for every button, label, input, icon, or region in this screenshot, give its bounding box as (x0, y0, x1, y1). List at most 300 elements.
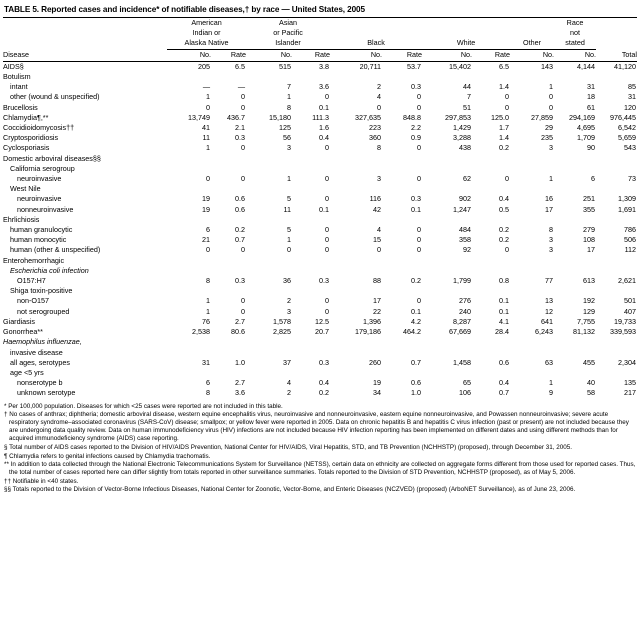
group-header-white-spacer (422, 18, 510, 29)
disease-label: invasive disease (10, 347, 63, 357)
data-cell (554, 215, 596, 225)
data-cell (292, 184, 330, 194)
footnote: †† Notifiable in <40 states. (4, 477, 79, 485)
data-cell: 2.7 (235, 316, 246, 326)
data-cell: 294,169 (569, 112, 596, 122)
data-cell: 8 (206, 276, 210, 286)
data-cell: 81,132 (573, 327, 596, 337)
data-cell: 0 (505, 174, 510, 184)
data-cell: 613 (583, 276, 596, 286)
data-cell: 8 (377, 143, 382, 153)
data-cell: 0 (417, 245, 422, 255)
data-cell: — (202, 82, 210, 92)
data-cell: 0 (241, 306, 246, 316)
data-cell: 0.9 (411, 133, 422, 143)
data-cell: 407 (624, 306, 637, 316)
data-cell (211, 154, 246, 164)
disease-label: Gonorrhea** (3, 327, 43, 337)
data-cell: 21 (202, 235, 210, 245)
data-cell (211, 337, 246, 347)
data-cell (422, 215, 472, 225)
data-cell: 34 (373, 388, 382, 398)
data-cell: 436.7 (227, 112, 246, 122)
data-cell: 15,180 (269, 112, 292, 122)
data-cell: 0 (206, 102, 210, 112)
data-cell: 29 (545, 123, 554, 133)
table-row (3, 307, 637, 317)
data-cell (330, 266, 382, 276)
data-cell: 0.4 (319, 378, 330, 388)
data-cell: 0.2 (499, 225, 510, 235)
data-cell (596, 184, 637, 194)
data-cell (554, 368, 596, 378)
disease-label: Coccidioidomycosis†† (3, 123, 75, 133)
disease-label: unknown serotype (17, 388, 76, 398)
data-cell: 6 (591, 174, 596, 184)
data-cell: 20,711 (359, 61, 382, 71)
table-row (3, 215, 637, 225)
data-cell: 976,445 (610, 112, 637, 122)
data-cell: 217 (624, 388, 637, 398)
data-cell: 51 (463, 102, 472, 112)
data-cell: 6.5 (235, 61, 246, 71)
table-row (3, 72, 637, 82)
header-group-row-3 (3, 38, 637, 49)
disease-label: nonneuroinvasive (17, 204, 74, 214)
data-cell: 2.2 (411, 123, 422, 133)
data-cell: 6,542 (618, 123, 637, 133)
data-cell: 0 (241, 102, 246, 112)
data-cell: 1,709 (577, 133, 596, 143)
data-cell: 112 (624, 245, 637, 255)
data-cell: 0.2 (411, 276, 422, 286)
data-cell: 0 (206, 245, 210, 255)
table-row (3, 123, 637, 133)
table-row (3, 133, 637, 143)
data-cell: 1,396 (363, 316, 382, 326)
data-cell: 0.6 (235, 194, 246, 204)
data-cell (167, 154, 211, 164)
data-cell: 5 (287, 225, 292, 235)
data-cell: 4.2 (411, 316, 422, 326)
table-row (3, 368, 637, 378)
data-cell: 4 (377, 225, 382, 235)
data-cell: 20.7 (315, 327, 330, 337)
data-cell (510, 368, 554, 378)
disease-label: Ehrlichiosis (3, 214, 40, 224)
data-cell: 223 (369, 123, 382, 133)
data-cell (167, 72, 211, 82)
disease-label: Chlamydia¶,** (3, 112, 49, 122)
group-header-other-spacer (510, 18, 554, 29)
data-cell: 17 (587, 245, 596, 255)
data-cell: 1 (206, 143, 210, 153)
data-cell (246, 266, 292, 276)
disease-label: nonserotype b (17, 378, 63, 388)
footnote: ¶ Chlamydia refers to genital infections caused by Chlamydia trachomatis. (4, 452, 211, 460)
data-cell: 848.8 (403, 112, 422, 122)
disease-label: neuroinvasive (17, 194, 62, 204)
data-cell (510, 286, 554, 296)
data-cell (292, 72, 330, 82)
table-header (3, 18, 637, 62)
disease-label: AIDS§ (3, 61, 24, 71)
data-cell: 36 (283, 276, 292, 286)
data-cell: 786 (624, 225, 637, 235)
data-cell: 260 (369, 357, 382, 367)
data-cell: 8 (549, 225, 554, 235)
data-cell (510, 266, 554, 276)
data-cell (330, 337, 382, 347)
data-cell: 19 (202, 204, 210, 214)
data-cell: 205 (198, 61, 210, 71)
data-cell: 1 (206, 296, 210, 306)
data-cell: 0 (505, 245, 510, 255)
data-cell (472, 215, 510, 225)
data-cell (472, 368, 510, 378)
data-cell: 0 (325, 225, 330, 235)
data-cell: 0.1 (499, 306, 510, 316)
data-cell (330, 215, 382, 225)
disease-label: West Nile (10, 184, 41, 194)
data-cell: 2.1 (235, 123, 246, 133)
data-cell: 0 (505, 92, 510, 102)
data-cell (472, 256, 510, 266)
data-cell (472, 266, 510, 276)
table-row (3, 317, 637, 327)
data-cell: 7,755 (577, 316, 596, 326)
data-cell (554, 164, 596, 174)
data-cell (246, 215, 292, 225)
table-row (3, 286, 637, 296)
data-cell (554, 72, 596, 82)
table-row (3, 205, 637, 215)
data-cell: 0 (377, 102, 382, 112)
data-cell (422, 348, 472, 358)
data-cell (330, 368, 382, 378)
table-row (3, 113, 637, 123)
table-row (3, 103, 637, 113)
footnote: §§ Totals reported to the Division of Vector-Borne Infectious Diseases, National Center for Zoonotic, Vector-Borne, and Enteric Diseases (NCZVED) (proposed) (ArboNET Surveillance), as of June 23, 2006. (4, 486, 576, 494)
data-cell: 11 (202, 133, 210, 143)
data-cell: 65 (463, 378, 472, 388)
data-cell: 31 (587, 82, 596, 92)
data-cell: 11 (283, 204, 292, 214)
data-cell (510, 337, 554, 347)
col-header-racenotstated-no: No. (584, 49, 597, 59)
disease-label: human (other & unspecified) (10, 245, 101, 255)
data-cell: 15 (373, 235, 382, 245)
col-header-api-rate: Rate (314, 49, 331, 59)
data-cell: 41,120 (614, 61, 637, 71)
data-cell (292, 368, 330, 378)
data-cell: 2,538 (192, 327, 210, 337)
disease-label: Cryptosporidiosis (3, 133, 59, 143)
data-cell: 3.6 (235, 388, 246, 398)
col-header-white-no: No. (460, 49, 473, 59)
footnote: † No cases of anthrax; diphtheria; domestic arboviral disease, western equine encephalitis virus, neuroinvasive and nonneuroinvasive, eastern equine nonneuroinvasive, and Powassen nonneuroinvasive; severe acute respiratory syndrome–associated coronavirus (SARS-CoV) disease; smallpox; or yellow fever were reported in 2005. Data on chronic hepatitis B and hepatitis C virus infection (past or present) are not included because they are undergoing data quality review. Data on human immunodeficiency virus (HIV) infections are not included because HIV infection reporting has been implemented on different dates and using different methods than for acquired immunodeficiency syndrome (AIDS) case reporting. (4, 411, 629, 443)
data-cell (246, 368, 292, 378)
data-cell: 1 (287, 235, 292, 245)
data-cell: 0 (377, 245, 382, 255)
table-row (3, 164, 637, 174)
data-cell: 61 (587, 102, 596, 112)
data-cell (382, 184, 422, 194)
data-cell: 1,458 (453, 357, 472, 367)
data-cell: 143 (541, 61, 554, 71)
data-cell: 73 (628, 174, 637, 184)
data-cell: 0.1 (319, 102, 330, 112)
data-cell: 31 (628, 92, 637, 102)
data-cell: 0 (417, 225, 422, 235)
data-cell (167, 164, 211, 174)
data-cell: 16 (545, 194, 554, 204)
data-cell: 31 (202, 357, 210, 367)
data-cell (596, 154, 637, 164)
data-cell: 1 (287, 92, 292, 102)
data-cell (472, 164, 510, 174)
data-cell: 18 (587, 92, 596, 102)
data-cell: 0 (325, 92, 330, 102)
data-cell: 0.4 (499, 194, 510, 204)
data-cell: 44 (463, 82, 472, 92)
data-cell: 327,635 (355, 112, 382, 122)
data-cell: 0.2 (319, 388, 330, 398)
data-cell: 19 (202, 194, 210, 204)
data-cell: 135 (624, 378, 637, 388)
data-cell: 0 (241, 143, 246, 153)
data-cell: 3,288 (453, 133, 472, 143)
data-cell (246, 184, 292, 194)
data-cell: 279 (583, 225, 596, 235)
data-cell: 0.8 (499, 276, 510, 286)
data-cell (382, 266, 422, 276)
footnotes (4, 403, 636, 495)
data-cell: 116 (369, 194, 382, 204)
data-cell: 4,695 (577, 123, 596, 133)
data-cell: 53.7 (407, 61, 422, 71)
data-cell (596, 215, 637, 225)
data-cell (382, 154, 422, 164)
data-cell: 0 (241, 92, 246, 102)
data-cell: 129 (583, 306, 596, 316)
data-cell: 0 (325, 296, 330, 306)
data-cell: 92 (463, 245, 472, 255)
data-cell: 0.1 (499, 296, 510, 306)
data-cell: 2,621 (618, 276, 637, 286)
data-cell (167, 215, 211, 225)
data-cell (167, 184, 211, 194)
data-cell: 3 (377, 174, 382, 184)
data-cell: 6 (206, 378, 210, 388)
data-cell (292, 337, 330, 347)
table-row (3, 266, 637, 276)
disease-label: O157:H7 (17, 276, 46, 286)
data-cell: 192 (583, 296, 596, 306)
data-cell: 125.0 (491, 112, 510, 122)
data-cell: 6,243 (535, 327, 554, 337)
data-cell: 2.7 (235, 378, 246, 388)
header-group-row-1 (3, 18, 637, 29)
data-cell: 41 (202, 123, 210, 133)
data-cell: 2 (377, 82, 382, 92)
data-cell (246, 256, 292, 266)
data-cell: 543 (624, 143, 637, 153)
table-row (3, 225, 637, 235)
data-cell: 1 (287, 174, 292, 184)
data-cell: 0.7 (499, 388, 510, 398)
data-cell: 179,186 (355, 327, 382, 337)
data-cell: 3 (549, 245, 554, 255)
data-cell: 2 (287, 296, 292, 306)
data-cell (510, 154, 554, 164)
header-col-row (3, 49, 637, 61)
disease-label: Shiga toxin-positive (10, 286, 73, 296)
data-cell: 3 (549, 143, 554, 153)
table-row (3, 82, 637, 92)
data-cell (246, 348, 292, 358)
data-cell (330, 164, 382, 174)
data-cell: 85 (628, 82, 637, 92)
disease-label: Botulism (3, 72, 31, 82)
data-cell (382, 348, 422, 358)
data-cell: 12.5 (315, 316, 330, 326)
table-body (3, 61, 637, 398)
data-cell: 438 (459, 143, 472, 153)
data-cell: 0.6 (411, 378, 422, 388)
table-row (3, 378, 637, 388)
data-cell: 0.2 (235, 225, 246, 235)
data-cell: 0 (505, 102, 510, 112)
data-cell (382, 286, 422, 296)
col-header-api-no: No. (280, 49, 293, 59)
data-cell: 106 (459, 388, 472, 398)
data-cell (596, 348, 637, 358)
data-cell (382, 164, 422, 174)
data-cell: 17 (545, 204, 554, 214)
data-cell: 1.4 (499, 82, 510, 92)
data-cell: 62 (463, 174, 472, 184)
data-cell: 8,287 (453, 316, 472, 326)
data-cell (472, 184, 510, 194)
data-cell: 0.6 (499, 357, 510, 367)
data-cell (596, 368, 637, 378)
col-header-black-no: No. (370, 49, 383, 59)
table-row (3, 348, 637, 358)
data-cell: 5,659 (618, 133, 637, 143)
data-cell: 2,825 (273, 327, 292, 337)
data-cell: 339,593 (610, 327, 637, 337)
data-cell (330, 256, 382, 266)
data-cell (246, 72, 292, 82)
col-header-aian-no: No. (199, 49, 211, 59)
table-row (3, 256, 637, 266)
data-cell: 0 (417, 174, 422, 184)
table-row (3, 296, 637, 306)
data-cell (246, 337, 292, 347)
table-row (3, 388, 637, 398)
data-cell (510, 348, 554, 358)
data-cell (382, 337, 422, 347)
data-cell: 0 (287, 245, 292, 255)
table-row (3, 245, 637, 255)
data-cell (330, 72, 382, 82)
group-header-aian-line2: Indian or (192, 28, 221, 38)
data-cell: 12 (545, 306, 554, 316)
data-cell: 0.3 (319, 357, 330, 367)
data-cell (246, 154, 292, 164)
group-header-black: Black (330, 38, 422, 49)
data-cell: 8 (206, 388, 210, 398)
data-cell: 1.0 (235, 357, 246, 367)
data-cell: 1 (549, 174, 554, 184)
table-row (3, 327, 637, 337)
data-cell: 0 (325, 306, 330, 316)
data-cell: 0 (417, 235, 422, 245)
data-cell: 240 (459, 306, 472, 316)
data-cell: 0.3 (411, 82, 422, 92)
data-cell: 1,429 (453, 123, 472, 133)
data-cell: 4.1 (499, 316, 510, 326)
data-cell (211, 286, 246, 296)
notifiable-diseases-table (3, 17, 637, 399)
disease-label: other (wound & unspecified) (10, 92, 100, 102)
data-cell: 0 (325, 194, 330, 204)
data-cell (292, 215, 330, 225)
group-header-api-line2: or Pacific (273, 28, 303, 38)
group-header-aian-line3: Alaska Native (167, 38, 246, 49)
data-cell: 5 (287, 194, 292, 204)
data-cell: 40 (587, 378, 596, 388)
data-cell: 9 (549, 388, 554, 398)
data-cell: 27,859 (531, 112, 554, 122)
col-header-total: Total (621, 49, 638, 59)
data-cell (292, 286, 330, 296)
data-cell: 506 (624, 235, 637, 245)
data-cell: 0.3 (235, 133, 246, 143)
group-header-white: White (422, 38, 510, 49)
data-cell (472, 286, 510, 296)
data-cell: 6.5 (499, 61, 510, 71)
table-row (3, 154, 637, 164)
data-cell (422, 256, 472, 266)
group-header-api-line3: Islander (246, 38, 330, 49)
disease-label: intant (10, 82, 28, 92)
data-cell (246, 286, 292, 296)
data-cell: 1,691 (618, 204, 637, 214)
data-cell: 22 (373, 306, 382, 316)
disease-label: Brucellosis (3, 102, 38, 112)
data-cell (211, 215, 246, 225)
data-cell: 7 (467, 92, 472, 102)
data-cell: 0 (549, 102, 554, 112)
data-cell: 0 (417, 102, 422, 112)
table-row (3, 174, 637, 184)
data-cell: 0.7 (235, 235, 246, 245)
data-cell: — (237, 82, 246, 92)
col-header-other-no: No. (542, 49, 555, 59)
data-cell (382, 215, 422, 225)
data-cell (211, 164, 246, 174)
data-cell (554, 348, 596, 358)
data-cell: 0.4 (319, 133, 330, 143)
data-cell (211, 72, 246, 82)
data-cell (292, 154, 330, 164)
data-cell: 3.8 (319, 61, 330, 71)
data-cell: 58 (587, 388, 596, 398)
data-cell: 19,733 (614, 316, 637, 326)
data-cell: 0.1 (319, 204, 330, 214)
